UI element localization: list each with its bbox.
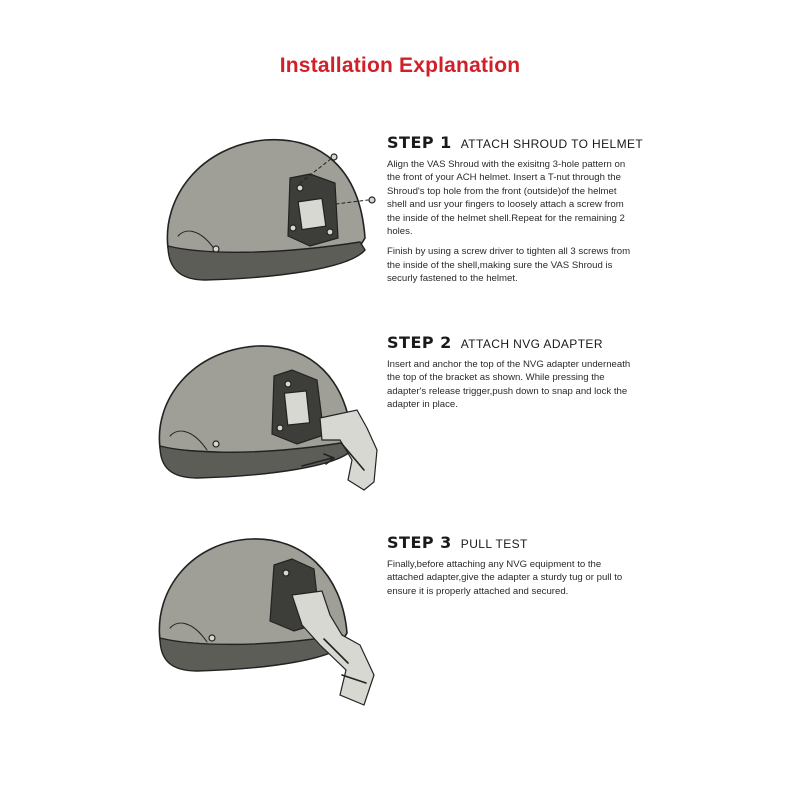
step-3 bbox=[387, 533, 632, 605]
step-number: STEP 1 bbox=[387, 133, 452, 152]
helmet-adapter-attached-illustration bbox=[152, 535, 384, 710]
step-title: PULL TEST bbox=[460, 537, 528, 551]
step-title: ATTACH NVG ADAPTER bbox=[460, 337, 603, 351]
step-1 bbox=[387, 133, 644, 293]
step-instruction: Finally,before attaching any NVG equipment to the attached adapter,give the adapter a sturdy tug or pull to ensure it is properly attached and secured. bbox=[387, 559, 623, 597]
page-title: Installation Explanation bbox=[279, 54, 521, 77]
step-instruction: Finish by using a screw driver to tighten all 3 screws from the inside of the shell,making sure the VAS Shroud is securly fastened to the helmet. bbox=[387, 246, 631, 285]
step-2 bbox=[387, 333, 632, 419]
step-instruction: Insert and anchor the top of the NVG adapter underneath the top of the bracket as shown. While pressing the adapter's release trigger,push down to snap and lock the adapter in place. bbox=[387, 359, 631, 411]
step-title: ATTACH SHROUD TO HELMET bbox=[460, 137, 644, 151]
helmet-adapter-insert-illustration bbox=[152, 340, 384, 510]
helmet-shroud-illustration bbox=[160, 128, 385, 298]
step-number: STEP 2 bbox=[387, 333, 452, 352]
step-number: STEP 3 bbox=[387, 533, 452, 552]
step-instruction: Align the VAS Shroud with the exisitng 3-hole pattern on the front of your ACH helmet. Insert a T-nut through the Shroud's top hole from the front (outside)of the helmet shell and usr your fingers to loosely attach a screw from the inside of the helmet shell.Repeat for the remaining 2 holes. bbox=[387, 159, 626, 238]
